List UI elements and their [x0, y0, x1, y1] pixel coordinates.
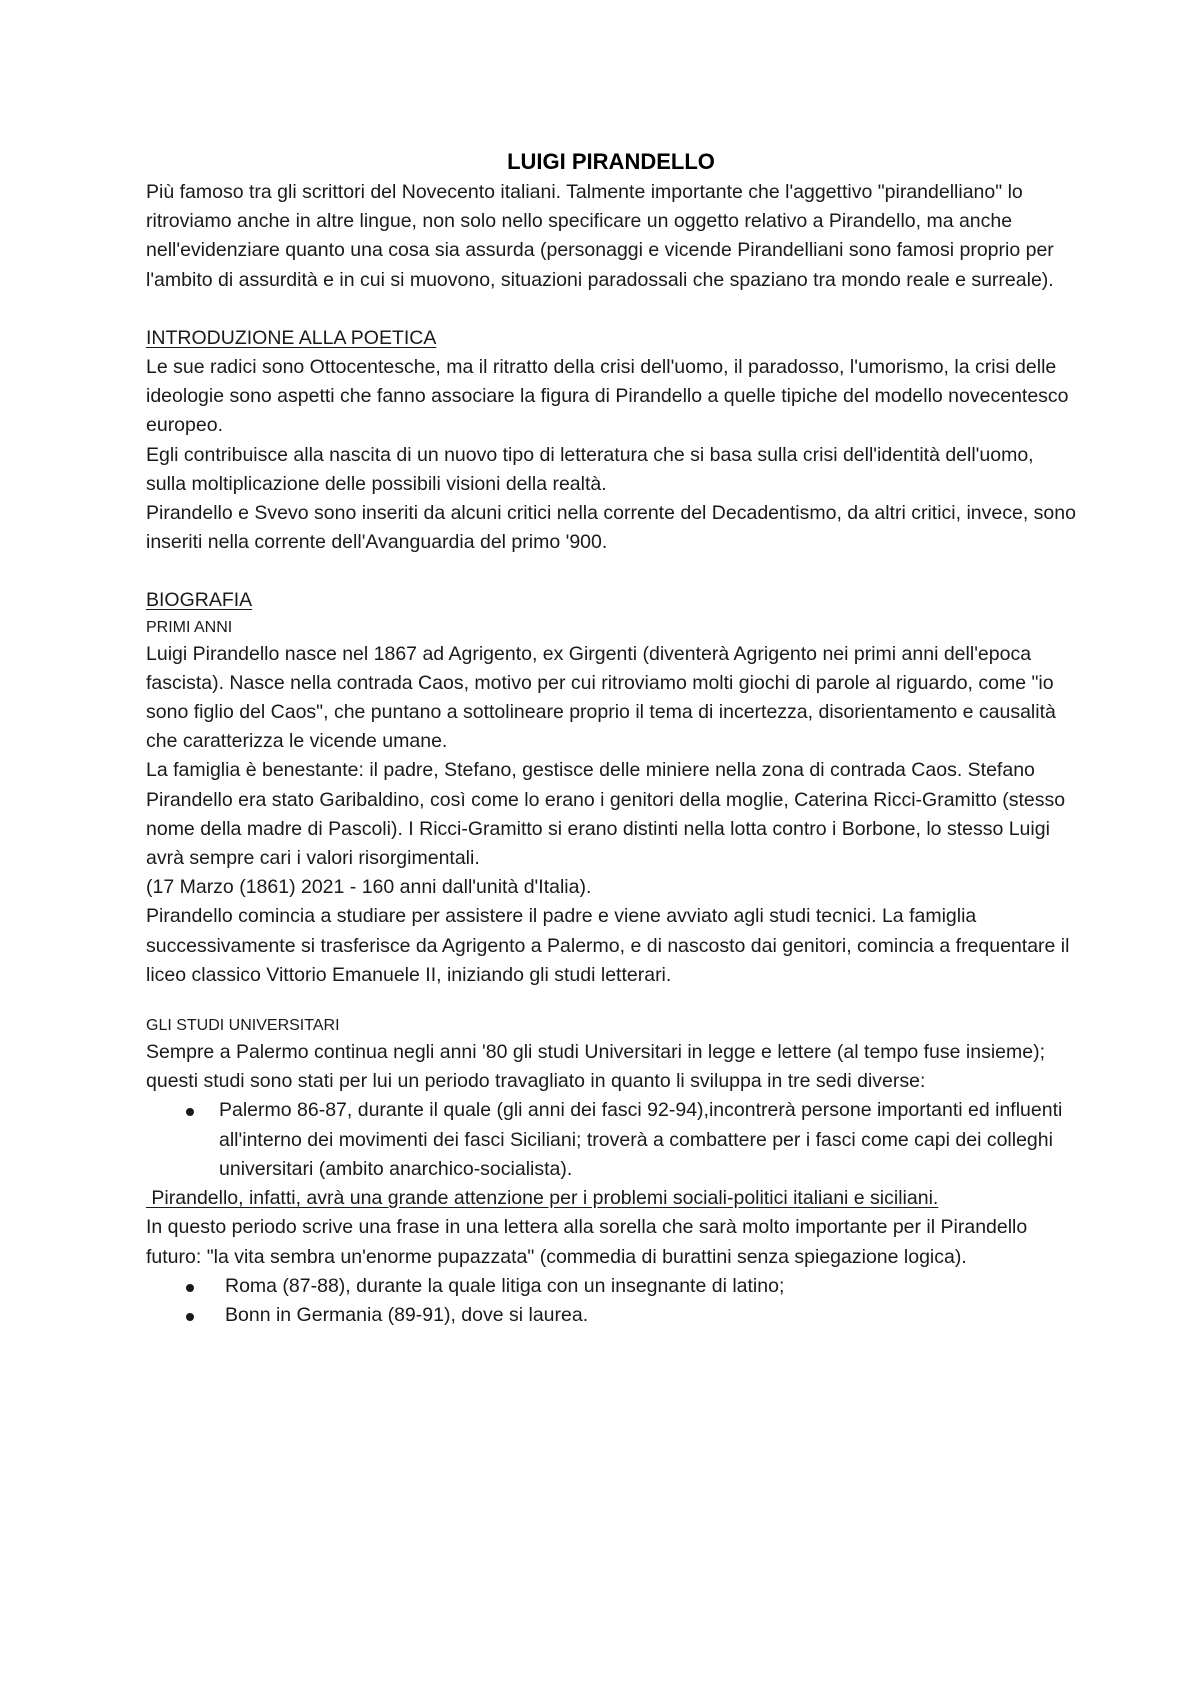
poetica-paragraph-1: Le sue radici sono Ottocentesche, ma il ritratto della crisi dell'uomo, il paradosso, l'umorismo, la crisi delle ideologie sono aspetti che fanno associare la figura di Pirandello a quelle tipiche del modello novecentesco europeo. — [146, 356, 1069, 437]
spacer — [146, 295, 1076, 324]
poetica-paragraph-3: Pirandello e Svevo sono inseriti da alcuni critici nella corrente del Decadentismo, da altri critici, invece, sono inseriti nella corrente dell'Avanguardia del primo '900. — [146, 502, 1076, 554]
spacer — [146, 557, 1076, 586]
primi-anni-paragraph-4: Pirandello comincia a studiare per assistere il padre e viene avviato agli studi tecnici. La famiglia successivamente si trasferisce da Agrigento a Palermo, e di nascosto dai genitori, comincia a frequentare il liceo classico Vittorio Emanuele II, iniziando gli studi letterari. — [146, 905, 1070, 986]
studi-bullet-list-2 — [146, 1272, 1076, 1330]
studi-bullet-list-1 — [146, 1096, 1076, 1184]
section-heading-biografia: BIOGRAFIA — [146, 589, 253, 612]
studi-paragraph-1: Sempre a Palermo continua negli anni '80 gli studi Universitari in legge e lettere (al tempo fuse insieme); questi studi sono stati per lui un periodo travagliato in quanto li sviluppa in tre sedi diverse: — [146, 1041, 1046, 1093]
intro-paragraph: Più famoso tra gli scrittori del Novecento italiani. Talmente importante che l'aggettivo "pirandelliano" lo ritroviamo anche in altre lingue, non solo nello specificare un oggetto relativo a Pirandello, ma anche nell'evidenziare quanto una cosa sia assurda (personaggi e vicende Pirandelliani sono famosi proprio per l'ambito di assurdità e in cui si muovono, situazioni paradossali che spaziano tra mondo reale e surreale). — [146, 181, 1054, 291]
poetica-paragraph-2: Egli contribuisce alla nascita di un nuovo tipo di letteratura che si basa sulla crisi dell'identità dell'uomo, sulla moltiplicazione delle possibili visioni della realtà. — [146, 443, 1034, 495]
document-body — [146, 146, 1076, 1330]
subheading-studi-universitari: GLI STUDI UNIVERSITARI — [146, 1017, 340, 1035]
page-title: LUIGI PIRANDELLO — [507, 149, 715, 174]
primi-anni-paragraph-2: La famiglia è benestante: il padre, Stefano, gestisce delle miniere nella zona di contrada Caos. Stefano Pirandello era stato Garibaldino, così come lo erano i genitori della moglie, Caterina Ricci-Gramitto (stesso nome della madre di Pascoli). I Ricci-Gramitto si erano distinti nella lotta contro i Borbone, lo stesso Luigi avrà sempre cari i valori risorgimentali. — [146, 759, 1066, 870]
spacer — [146, 990, 1076, 1014]
primi-anni-paragraph-3: (17 Marzo (1861) 2021 - 160 anni dall'unità d'Italia). — [146, 876, 592, 899]
primi-anni-paragraph-1: Luigi Pirandello nasce nel 1867 ad Agrigento, ex Girgenti (diventerà Agrigento nei primi anni dell'epoca fascista). Nasce nella contrada Caos, motivo per cui ritroviamo molti giochi di parole al riguardo, come "io sono figlio del Caos", che puntano a sottolineare proprio il tema di incertezza, disorientamento e causalità che caratterizza le vicende umane. — [146, 642, 1056, 753]
subheading-primi-anni: PRIMI ANNI — [146, 618, 233, 636]
section-heading-poetica: INTRODUZIONE ALLA POETICA — [146, 326, 437, 349]
studi-paragraph-2: In questo periodo scrive una frase in una lettera alla sorella che sarà molto importante per il Pirandello futuro: "la vita sembra un'enorme pupazzata" (commedia di burattini senza spiegazione logica). — [146, 1216, 1028, 1268]
list-item: Roma (87-88), durante la quale litiga con un insegnante di latino; — [146, 1272, 1076, 1301]
list-item: Palermo 86-87, durante il quale (gli anni dei fasci 92-94),incontrerà persone importanti ed influenti all'interno dei movimenti dei fasci Siciliani; troverà a combattere per i fasci come capi dei colleghi universitari (ambito anarchico-socialista). — [146, 1096, 1076, 1184]
list-item: Bonn in Germania (89-91), dove si laurea. — [146, 1301, 1076, 1330]
underlined-sentence: Pirandello, infatti, avrà una grande attenzione per i problemi sociali-politici italiani e siciliani. — [146, 1187, 939, 1210]
